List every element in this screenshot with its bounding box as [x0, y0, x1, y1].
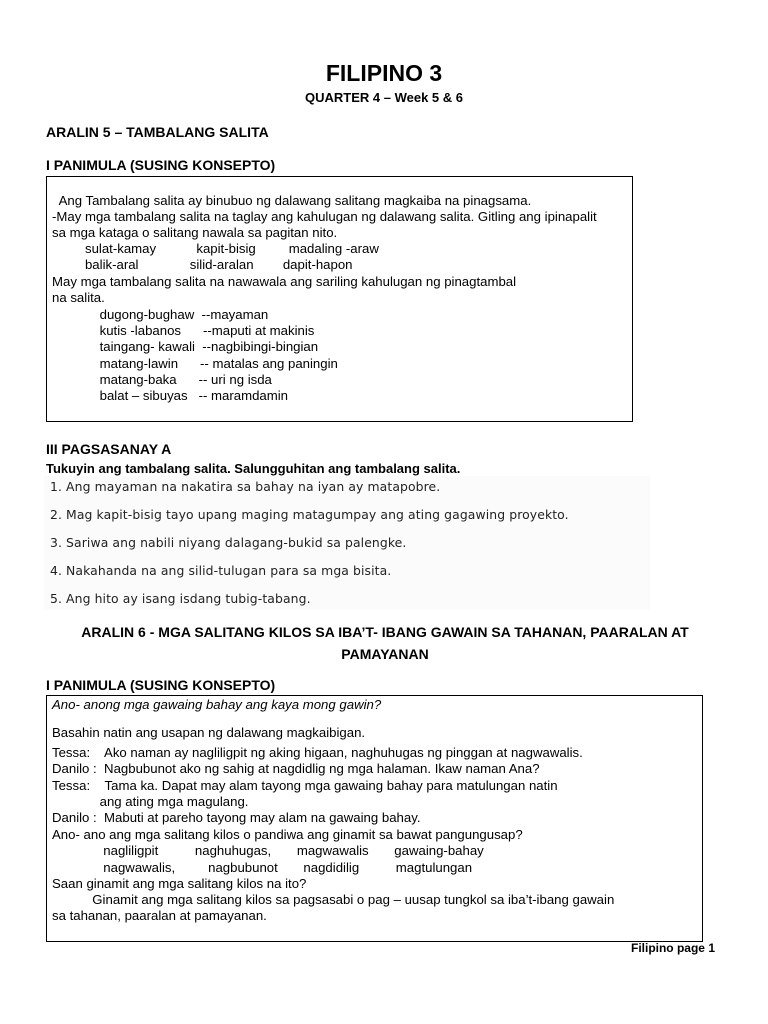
box-line: sulat-kamay kapit-bisig madaling -araw — [52, 241, 379, 256]
aralin5-panimula-heading: I PANIMULA (SUSING KONSEPTO) — [46, 157, 276, 173]
box-line: matang-lawin -- matalas ang paningin — [52, 356, 338, 371]
page-footer: Filipino page 1 — [630, 941, 715, 955]
box-line: -May mga tambalang salita na taglay ang kahulugan ng dalawang salita. Gitling ang ipinapalit — [52, 209, 597, 224]
pagsasanay-heading: III PAGSASANAY A — [46, 441, 172, 457]
box-line: sa mga kataga o salitang nawala sa pagitan nito. — [52, 225, 338, 240]
aralin6-heading-line2: PAMAYANAN — [341, 646, 429, 662]
aralin6-heading-line1: ARALIN 6 - MGA SALITANG KILOS SA IBA’T- IBANG GAWAIN SA TAHANAN, PAARALAN AT — [81, 624, 689, 640]
aralin5-concept-box — [46, 176, 633, 422]
box-line: nagwawalis, nagbubunot nagdidilig magtulungan — [52, 860, 473, 875]
exercise-item: 4. Nakahanda na ang silid-tulugan para sa mga bisita. — [50, 563, 392, 578]
box-line: Tessa: Tama ka. Dapat may alam tayong mga gawaing bahay para matulungan natin — [52, 778, 558, 793]
box-line: Saan ginamit ang mga salitang kilos na ito? — [52, 876, 307, 891]
pagsasanay-instruction: Tukuyin ang tambalang salita. Salungguhitan ang tambalang salita. — [46, 461, 461, 476]
box-line: Ginamit ang mga salitang kilos sa pagsasabi o pag – uusap tungkol sa iba’t-ibang gawain — [52, 892, 615, 907]
box-line: May mga tambalang salita na nawawala ang sariling kahulugan ng pinagtambal — [52, 274, 517, 289]
box-line: Basahin natin ang usapan ng dalawang magkaibigan. — [52, 725, 366, 740]
exercise-item: 5. Ang hito ay isang isdang tubig-tabang. — [50, 591, 311, 606]
box-line: Danilo : Nagbubunot ako ng sahig at nagdidlig ng mga halaman. Ikaw naman Ana? — [52, 761, 540, 776]
page-title: FILIPINO 3 — [325, 60, 443, 86]
box-line: Ang Tambalang salita ay binubuo ng dalawang salitang magkaiba na pinagsama. — [52, 193, 532, 208]
aralin6-panimula-heading: I PANIMULA (SUSING KONSEPTO) — [46, 677, 276, 693]
exercise-item: 3. Sariwa ang nabili niyang dalagang-bukid sa palengke. — [50, 535, 407, 550]
exercise-item: 2. Mag kapit-bisig tayo upang maging matagumpay ang ating gagawing proyekto. — [50, 507, 569, 522]
page-subtitle: QUARTER 4 – Week 5 & 6 — [305, 90, 463, 105]
box-line: kutis -labanos --maputi at makinis — [52, 323, 315, 338]
box-line: Danilo : Mabuti at pareho tayong may alam na gawaing bahay. — [52, 810, 421, 825]
box-line: Tessa: Ako naman ay nagliligpit ng aking higaan, naghuhugas ng pinggan at nagwawalis. — [52, 745, 583, 760]
aralin5-heading: ARALIN 5 – TAMBALANG SALITA — [46, 124, 269, 140]
box-line: nagliligpit naghuhugas, magwawalis gawaing-bahay — [52, 843, 484, 858]
box-line: balat – sibuyas -- maramdamin — [52, 388, 288, 403]
box-line: dugong-bughaw --mayaman — [52, 307, 269, 322]
exercise-item: 1. Ang mayaman na nakatira sa bahay na iyan ay matapobre. — [50, 479, 441, 494]
box-line: balik-aral silid-aralan dapit-hapon — [52, 257, 353, 272]
box-line: ang ating mga magulang. — [52, 794, 249, 809]
box-line: Ano- ano ang mga salitang kilos o pandiwa ang ginamit sa bawat pangungusap? — [52, 827, 523, 842]
box-line: matang-baka -- uri ng isda — [52, 372, 272, 387]
box-line: sa tahanan, paaralan at pamayanan. — [52, 908, 267, 923]
aralin6-concept-box — [46, 695, 703, 942]
box-line: na salita. — [52, 290, 105, 305]
box-line: taingang- kawali --nagbibingi-bingian — [52, 339, 319, 354]
box-question: Ano- anong mga gawaing bahay ang kaya mong gawin? — [52, 697, 382, 712]
